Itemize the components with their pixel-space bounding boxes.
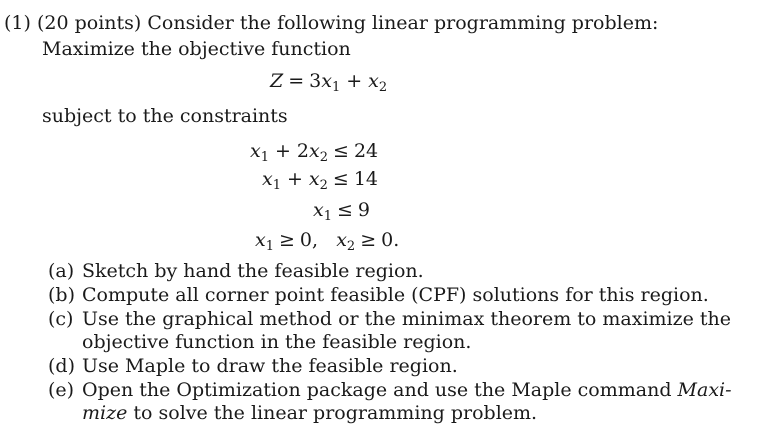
rhs: 9	[357, 199, 371, 221]
list-item	[48, 284, 748, 307]
var-x: x	[309, 140, 320, 162]
problem-header	[4, 12, 658, 34]
item-text	[82, 379, 742, 425]
plus-sign: +	[346, 70, 363, 92]
constraint-2	[262, 168, 378, 197]
relation: ≤	[332, 168, 349, 190]
item-tag: (e)	[48, 379, 75, 401]
relation: ≥	[279, 229, 295, 251]
objective-lhs: Z	[270, 70, 284, 92]
plus-sign: +	[287, 168, 303, 190]
item-tag: (a)	[48, 260, 75, 282]
var-x: x	[321, 70, 332, 92]
item-text-line-2: to solve the linear programming problem.	[127, 402, 538, 424]
item-tag: (d)	[48, 355, 75, 377]
subscript: 2	[346, 239, 356, 254]
var-x: x	[262, 168, 273, 190]
item-text-line-1: Use the graphical method or the minimax theorem to maximize the	[82, 308, 732, 330]
subscript: 2	[378, 80, 388, 95]
problem-line-2: Maximize the objective function	[42, 38, 351, 60]
var-x: x	[336, 229, 347, 251]
objective-function	[270, 70, 387, 99]
maple-command-part-1: Maxi-	[677, 379, 732, 401]
rhs: 0.	[381, 229, 400, 251]
relation: ≥	[360, 229, 377, 251]
item-text: Sketch by hand the feasible region.	[82, 260, 424, 282]
var-x: x	[368, 70, 379, 92]
subscript: 2	[319, 150, 329, 165]
plus-sign: +	[275, 140, 291, 162]
list-item	[48, 260, 748, 283]
constraint-4	[255, 229, 399, 258]
relation: ≤	[337, 199, 353, 221]
item-text	[82, 308, 742, 354]
rhs: 0,	[299, 229, 319, 251]
problem-intro: (20 points) Consider the following linear programming problem:	[36, 12, 659, 34]
subscript: 1	[323, 209, 332, 224]
item-tag: (c)	[48, 308, 74, 330]
item-text: Use Maple to draw the feasible region.	[82, 355, 458, 377]
var-x: x	[313, 199, 324, 221]
constraint-1	[250, 140, 378, 169]
var-x: x	[308, 168, 320, 190]
list-item	[48, 355, 748, 378]
subject-to-label: subject to the constraints	[42, 105, 288, 127]
item-text-line-2: objective function in the feasible region.	[82, 331, 472, 353]
rhs: 14	[353, 168, 379, 190]
subscript: 2	[319, 178, 328, 193]
item-tag: (b)	[48, 284, 75, 306]
subscript: 1	[272, 178, 281, 193]
item-text-line-1: Open the Optimization package and use the Maple command	[82, 379, 678, 401]
subscript: 1	[260, 150, 269, 165]
subscript: 1	[331, 80, 341, 95]
var-x: x	[255, 229, 266, 251]
rhs: 24	[353, 140, 379, 162]
var-x: x	[250, 140, 261, 162]
item-text: Compute all corner point feasible (CPF) solutions for this region.	[82, 284, 709, 306]
subscript: 1	[265, 239, 274, 254]
relation: ≤	[333, 140, 349, 162]
list-item	[48, 308, 748, 354]
constraint-3	[313, 199, 370, 228]
equals-sign: =	[288, 70, 305, 92]
maple-command-part-2: mize	[82, 402, 128, 424]
coef: 2	[296, 140, 310, 162]
list-item	[48, 379, 748, 425]
objective-coef-1: 3	[309, 70, 322, 92]
problem-number: (1)	[4, 12, 31, 34]
